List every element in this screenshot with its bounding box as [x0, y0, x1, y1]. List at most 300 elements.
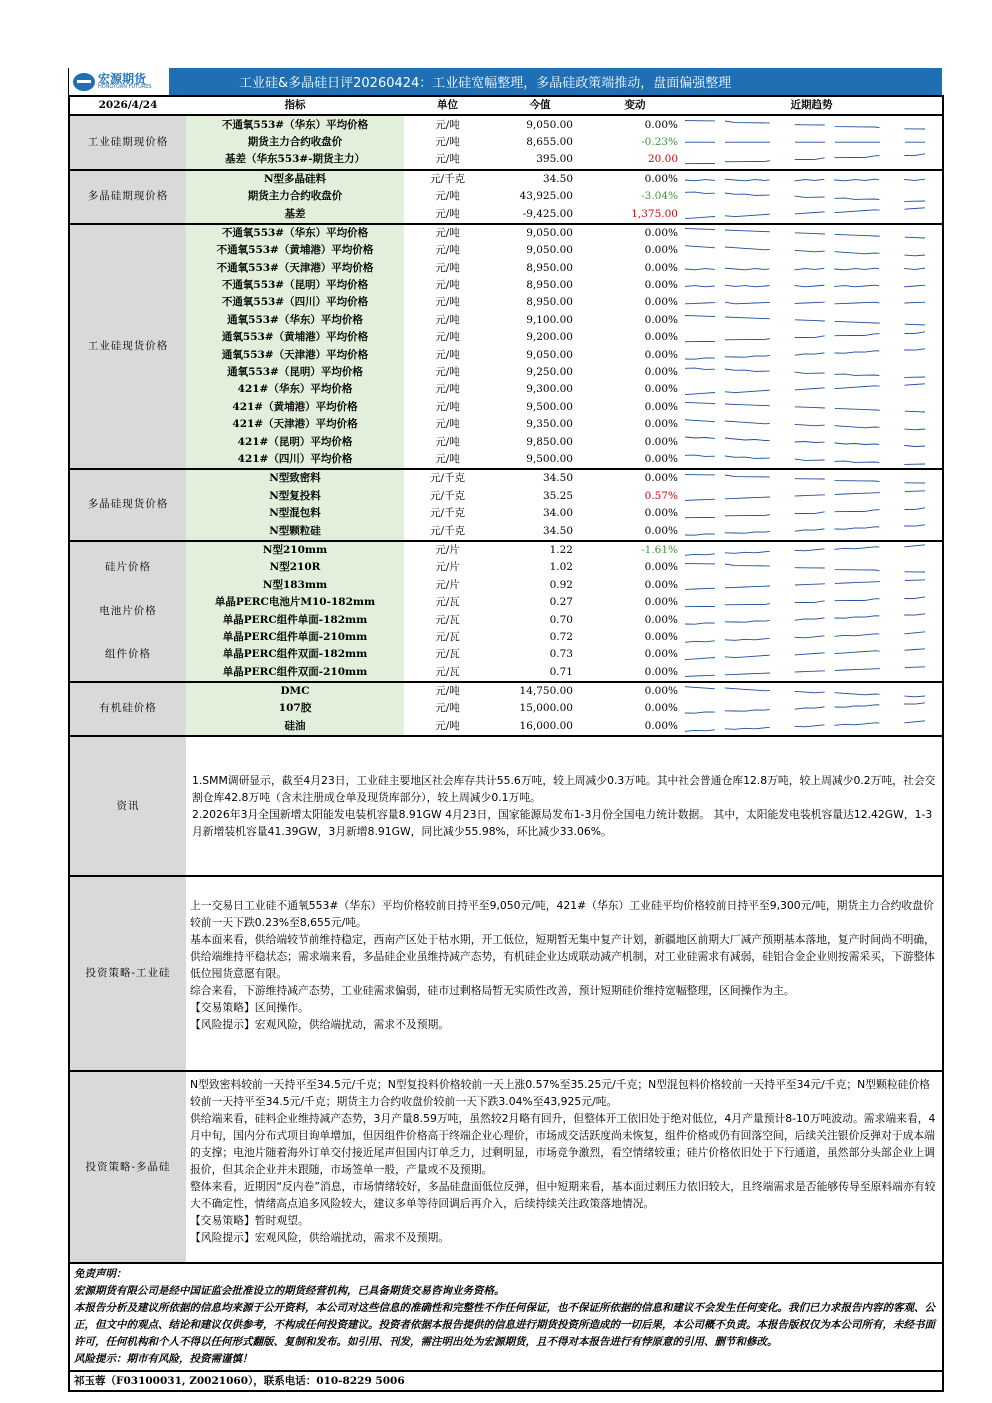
sparkline-line	[685, 402, 925, 412]
change-value: 0.00%	[644, 596, 678, 609]
unit: 元/千克	[429, 524, 466, 537]
indicator-name: 不通氧553#（昆明）平均价格	[186, 277, 404, 294]
unit: 元/吨	[435, 383, 460, 396]
strategy-si-section	[69, 876, 943, 1071]
strategy-si-p3: 综合来看，下游维持减产态势，工业硅需求偏弱，硅市过剩格局暂无实质性改善，预计短期硅价维持宽幅整理，区间操作为主。	[190, 984, 795, 998]
indicator-name: 不通氧553#（华东）平均价格	[186, 224, 404, 242]
trend-sparkline	[681, 718, 943, 735]
sparkline-chart	[681, 451, 943, 468]
trend-sparkline	[681, 611, 943, 628]
unit: 元/吨	[435, 207, 460, 220]
trend-sparkline	[681, 346, 943, 363]
indicator-name: 不通氧553#（天津港）平均价格	[186, 260, 404, 277]
current-value: 34.50	[491, 469, 589, 487]
current-value: 9,300.00	[526, 383, 573, 396]
price-row	[69, 416, 943, 433]
sparkline-line	[685, 208, 925, 219]
unit: 元/千克	[404, 469, 491, 487]
indicator-name: 基差	[186, 205, 404, 223]
unit: 元/瓦	[435, 648, 460, 661]
sparkline-chart	[681, 594, 943, 611]
sparkline-line	[685, 368, 925, 377]
price-row	[69, 134, 943, 151]
price-row	[69, 505, 943, 522]
strategy-si-p1: 上一交易日工业硅不通氧553#（华东）平均价格较前日持平至9,050元/吨，421#（华东）工业硅平均价格较前日持平至9,300元/吨，期货主力合约收盘价较前一天下跌0.23%至8,655元/吨。	[190, 899, 934, 930]
unit: 元/片	[435, 578, 460, 591]
price-row	[69, 451, 943, 469]
price-row	[69, 682, 943, 700]
current-value: 1.02	[549, 561, 573, 574]
indicator-name: 421#（天津港）平均价格	[186, 416, 404, 433]
indicator-name: 单晶PERC电池片M10-182mm	[186, 594, 404, 611]
trend-sparkline	[681, 205, 943, 223]
change-value: 0.00%	[644, 719, 678, 732]
price-table	[68, 95, 944, 735]
news-body	[186, 736, 943, 876]
category-label: 工业硅期现价格	[69, 115, 186, 169]
change-value: 0.00%	[644, 630, 678, 643]
change-value: 0.00%	[644, 578, 678, 591]
disclaimer-qualification: 宏源期货有限公司是经中国证监会批准设立的期货经营机构，已具备期货交易咨询业务资格。	[74, 1285, 505, 1298]
unit: 元/吨	[435, 348, 460, 361]
change-value: 0.00%	[644, 418, 678, 431]
category-label: 多晶硅现货价格	[69, 469, 186, 541]
indicator-name: 通氧553#（昆明）平均价格	[186, 364, 404, 381]
unit: 元/吨	[435, 702, 460, 715]
sparkline-chart	[681, 294, 943, 311]
trend-sparkline	[681, 115, 943, 133]
trend-sparkline	[681, 559, 943, 576]
price-row	[69, 488, 943, 505]
sparkline-line	[685, 268, 925, 270]
current-value: 0.70	[549, 613, 573, 626]
news-item-2: 2.2026年3月全国新增太阳能发电装机容量8.91GW 4月23日，国家能源局发布1-3月份全国电力统计数据。 其中，太阳能发电装机容量达12.42GW，1-3月新增装机容量41.39GW，3月新增8.91GW，同比减少55.98%，环比减少33.06%。	[192, 808, 933, 839]
unit: 元/吨	[404, 682, 491, 700]
sparkline-chart	[681, 399, 943, 416]
change-value: 0.00%	[644, 702, 678, 715]
current-value: 8,950.00	[526, 261, 573, 274]
sparkline-line	[685, 687, 925, 697]
indicator-name: N型多晶硅料	[186, 170, 404, 188]
indicator-name: N型混包料	[186, 505, 404, 522]
strategy-poly-p1: N型致密料较前一天持平至34.5元/千克；N型复投料价格较前一天上涨0.57%至35.25元/千克；N型混包料价格较前一天持平至34元/千克；N型颗粒硅价格较前一天持平至34.5元/千克；期货主力合约收盘价较前一天下跌3.04%至43,925元/吨。	[190, 1078, 931, 1109]
category-label: 工业硅现货价格	[69, 224, 186, 469]
unit: 元/吨	[435, 435, 460, 448]
trend-sparkline	[681, 577, 943, 594]
trend-sparkline	[681, 522, 943, 540]
sparkline-line	[685, 332, 925, 342]
sparkline-line	[685, 384, 925, 395]
sparkline-chart	[681, 242, 943, 259]
indicator-name: 基差（华东553#-期货主力）	[186, 151, 404, 169]
sparkline-chart	[681, 188, 943, 205]
unit: 元/片	[404, 541, 491, 559]
change-value: 0.00%	[589, 224, 681, 242]
sparkline-line	[685, 228, 925, 238]
indicator-name: 期货主力合约收盘价	[186, 134, 404, 151]
trend-sparkline	[681, 594, 943, 611]
change-value: 0.57%	[644, 489, 678, 502]
unit: 元/吨	[404, 224, 491, 242]
change-value: 0.00%	[644, 453, 678, 465]
sparkline-line	[685, 302, 925, 304]
trend-sparkline	[681, 646, 943, 663]
price-row	[69, 224, 943, 242]
sparkline-chart	[681, 683, 943, 700]
sparkline-line	[685, 614, 925, 624]
col-trend: 近期趋势	[681, 96, 943, 115]
unit: 元/吨	[435, 719, 460, 732]
current-value: 395.00	[536, 153, 573, 166]
strategy-poly-label: 投资策略-多晶硅	[69, 1071, 186, 1263]
current-value: 9,350.00	[526, 418, 573, 431]
current-value: 9,850.00	[526, 435, 573, 448]
change-value: 0.00%	[644, 244, 678, 257]
disclaimer-section	[69, 1263, 943, 1371]
unit: 元/吨	[435, 453, 460, 465]
change-value: 0.00%	[644, 524, 678, 537]
indicator-name: N型183mm	[186, 577, 404, 594]
price-row	[69, 559, 943, 576]
change-value: 0.00%	[644, 366, 678, 379]
indicator-name: N型210R	[186, 559, 404, 576]
trend-sparkline	[681, 433, 943, 450]
unit: 元/吨	[404, 115, 491, 133]
current-value: 0.73	[549, 648, 573, 661]
sparkline-chart	[681, 364, 943, 381]
unit: 元/瓦	[435, 630, 460, 643]
sparkline-chart	[681, 381, 943, 398]
current-value: 9,100.00	[526, 313, 573, 326]
unit: 元/吨	[435, 313, 460, 326]
unit: 元/吨	[435, 135, 460, 148]
report-page	[68, 68, 942, 1392]
logo-name-cn: 宏源期货	[98, 72, 147, 86]
unit: 元/吨	[435, 244, 460, 257]
price-row	[69, 151, 943, 169]
unit: 元/吨	[435, 279, 460, 292]
price-row	[69, 718, 943, 735]
change-value: 0.00%	[644, 613, 678, 626]
change-value: 0.00%	[644, 313, 678, 326]
indicator-name: 期货主力合约收盘价	[186, 188, 404, 205]
news-label: 资讯	[69, 736, 186, 876]
current-value: 34.50	[491, 170, 589, 188]
change-value: 0.00%	[644, 435, 678, 448]
change-value: 0.00%	[644, 331, 678, 344]
current-value: 8,950.00	[526, 279, 573, 292]
sparkline-line	[685, 649, 925, 660]
price-row	[69, 611, 943, 628]
price-row	[69, 170, 943, 188]
trend-sparkline	[681, 260, 943, 277]
unit: 元/吨	[435, 418, 460, 431]
indicator-name: 单晶PERC组件双面-210mm	[186, 664, 404, 682]
sparkline-chart	[681, 505, 943, 522]
trend-sparkline	[681, 700, 943, 717]
sparkline-chart	[681, 629, 943, 646]
indicator-name: 硅油	[186, 718, 404, 735]
price-row	[69, 646, 943, 663]
price-row	[69, 115, 943, 133]
sparkline-line	[685, 666, 925, 676]
column-header-row	[69, 96, 943, 115]
change-value: 0.00%	[589, 469, 681, 487]
sparkline-chart	[681, 329, 943, 346]
unit: 元/吨	[435, 261, 460, 274]
report-date: 2026/4/24	[69, 96, 186, 115]
indicator-name: 不通氧553#（四川）平均价格	[186, 294, 404, 311]
current-value: 8,655.00	[526, 135, 573, 148]
current-value: 9,200.00	[526, 331, 573, 344]
sparkline-chart	[681, 171, 943, 188]
strategy-poly-p2: 供给端来看，硅料企业维持减产态势，3月产量8.59万吨，虽然较2月略有回升，但整体开工依旧处于绝对低位，4月产量预计8-10万吨波动。需求端来看，4月中旬，国内分布式项目询单增加，但因组件价格高于终端企业心理价，市场成交活跃度尚未恢复，组件价格或仍有回落空间，后续关注银价反弹对于成本端的支撑；电池片随着海外订单交付接近尾声但国内订单乏力，过剩明显，市场竞争激烈，看空情绪较重；硅片价格依旧处于下行通道，虽然部分头部企业上调报价，但其余企业并未跟随，市场签单一般，产量或不及预期。	[190, 1112, 936, 1177]
trend-sparkline	[681, 381, 943, 398]
change-value: 0.00%	[589, 115, 681, 133]
current-value: 34.50	[542, 524, 573, 537]
unit: 元/吨	[435, 153, 460, 166]
sparkline-line	[685, 349, 925, 359]
col-value: 今值	[491, 96, 589, 115]
sparkline-chart	[681, 225, 943, 242]
indicator-name: 通氧553#（黄埔港）平均价格	[186, 329, 404, 346]
sparkline-line	[685, 437, 925, 447]
current-value: 35.25	[542, 489, 573, 502]
trend-sparkline	[681, 224, 943, 242]
change-value: 0.00%	[644, 665, 678, 678]
current-value: 9,500.00	[526, 400, 573, 413]
sparkline-line	[685, 420, 925, 430]
price-row	[69, 364, 943, 381]
trend-sparkline	[681, 170, 943, 188]
sparkline-chart	[681, 611, 943, 628]
price-row	[69, 664, 943, 682]
trend-sparkline	[681, 416, 943, 433]
disclaimer-risk: 风险提示：期市有风险，投资需谨慎！	[74, 1353, 253, 1366]
change-value: 20.00	[647, 153, 678, 166]
indicator-name: 不通氧553#（华东）平均价格	[186, 115, 404, 133]
indicator-name: DMC	[186, 682, 404, 700]
change-value: 0.00%	[644, 279, 678, 292]
unit: 元/吨	[435, 366, 460, 379]
change-value: 1,375.00	[631, 207, 678, 220]
indicator-name: N型复投料	[186, 488, 404, 505]
current-value: 0.71	[549, 665, 573, 678]
sparkline-chart	[681, 488, 943, 505]
trend-sparkline	[681, 451, 943, 469]
sparkline-line	[685, 545, 925, 556]
strategy-poly-p5: 【风险提示】宏观风险，供给端扰动，需求不及预期。	[190, 1231, 450, 1245]
sparkline-line	[685, 285, 925, 287]
trend-sparkline	[681, 664, 943, 682]
price-row	[69, 522, 943, 540]
disclaimer-body: 本报告分析及建议所依据的信息均来源于公开资料，本公司对这些信息的准确性和完整性不作任何保证，也不保证所依据的信息和建议不会发生任何变化。我们已力求报告内容的客观、公正，但文中的观点、结论和建议仅供参考，不构成任何投资建议。投资者依据本报告提供的信息进行期货投资所造成的一切后果，本公司概不负责。本报告版权仅为本公司所有，未经书面许可，任何机构和个人不得以任何形式翻版、复制和发布。如引用、刊发，需注明出处为宏源期货，且不得对本报告进行有悖原意的引用、删节和修改。	[74, 1302, 935, 1349]
indicator-name: 单晶PERC组件单面-210mm	[186, 629, 404, 646]
indicator-name: N型210mm	[186, 541, 404, 559]
current-value: 9,050.00	[526, 348, 573, 361]
sparkline-line	[685, 154, 925, 164]
sparkline-line	[685, 508, 925, 518]
trend-sparkline	[681, 629, 943, 646]
price-row	[69, 260, 943, 277]
sparkline-line	[685, 179, 925, 181]
trend-sparkline	[681, 541, 943, 559]
sparkline-chart	[681, 416, 943, 433]
report-header	[68, 68, 942, 95]
category-label: 电池片价格	[69, 594, 186, 629]
sparkline-line	[685, 490, 925, 500]
price-row	[69, 346, 943, 363]
change-value: 0.00%	[644, 296, 678, 309]
sparkline-line	[685, 192, 925, 201]
sparkline-chart	[681, 205, 943, 222]
sparkline-chart	[681, 522, 943, 539]
sparkline-chart	[681, 664, 943, 681]
indicator-name: 不通氧553#（黄埔港）平均价格	[186, 242, 404, 259]
price-row	[69, 629, 943, 646]
col-change: 变动	[589, 96, 681, 115]
sparkline-line	[685, 632, 925, 643]
indicator-name: 421#（四川）平均价格	[186, 451, 404, 469]
change-value: -0.23%	[641, 135, 678, 148]
indicator-name: 通氧553#（天津港）平均价格	[186, 346, 404, 363]
indicator-name: 单晶PERC组件单面-182mm	[186, 611, 404, 628]
trend-sparkline	[681, 151, 943, 169]
indicator-name: 421#（华东）平均价格	[186, 381, 404, 398]
trend-sparkline	[681, 399, 943, 416]
price-row	[69, 188, 943, 205]
analyst-contact: 祁玉蓉（F03100031, Z0021060），联系电话：010-8229 5006	[69, 1371, 943, 1391]
trend-sparkline	[681, 277, 943, 294]
unit: 元/吨	[435, 190, 460, 203]
sparkline-chart	[681, 559, 943, 576]
indicator-name: 通氧553#（华东）平均价格	[186, 312, 404, 329]
commentary-table	[68, 735, 944, 1392]
price-row	[69, 205, 943, 223]
price-row	[69, 294, 943, 311]
indicator-name: N型颗粒硅	[186, 522, 404, 540]
price-row	[69, 381, 943, 398]
sparkline-chart	[681, 151, 943, 168]
price-row	[69, 329, 943, 346]
price-row	[69, 433, 943, 450]
change-value: 0.00%	[644, 507, 678, 520]
sparkline-chart	[681, 718, 943, 735]
unit: 元/千克	[404, 170, 491, 188]
price-row	[69, 541, 943, 559]
change-value: 0.00%	[644, 400, 678, 413]
sparkline-line	[685, 525, 925, 535]
contact-row	[69, 1371, 943, 1391]
strategy-si-p2: 基本面来看，供给端较节前维持稳定，西南产区处于枯水期，开工低位，短期暂无集中复产计划，新疆地区前期大厂减产预期基本落地，复产时间尚不明确，供给端维持平稳状态；需求端来看，多晶硅企业虽维持减产态势，有机硅企业达成联动减产机制，对工业硅需求有减弱，硅铝合金企业则按需采买，下游整体低位囤货意愿有限。	[190, 933, 935, 981]
sparkline-chart	[681, 312, 943, 329]
current-value: 0.72	[549, 630, 573, 643]
current-value: 8,950.00	[526, 296, 573, 309]
sparkline-chart	[681, 277, 943, 294]
change-value: 0.00%	[589, 170, 681, 188]
indicator-name: 单晶PERC组件双面-182mm	[186, 646, 404, 663]
category-label: 组件价格	[69, 629, 186, 682]
price-row	[69, 277, 943, 294]
change-value: -3.04%	[641, 190, 678, 203]
category-label: 硅片价格	[69, 541, 186, 594]
sparkline-chart	[681, 433, 943, 450]
indicator-name: 421#（黄埔港）平均价格	[186, 399, 404, 416]
strategy-si-body	[186, 876, 943, 1071]
sparkline-chart	[681, 260, 943, 277]
sparkline-line	[685, 246, 925, 256]
change-value: 0.00%	[644, 561, 678, 574]
col-indicator: 指标	[186, 96, 404, 115]
current-value: 9,050.00	[491, 224, 589, 242]
change-value: 0.00%	[644, 348, 678, 361]
current-value: 43,925.00	[519, 190, 573, 203]
report-title: 工业硅&多晶硅日评20260424：工业硅宽幅整理，多晶硅政策端推动，盘面偏强整理	[169, 68, 942, 95]
strategy-si-label: 投资策略-工业硅	[69, 876, 186, 1071]
indicator-name: N型致密料	[186, 469, 404, 487]
price-row	[69, 312, 943, 329]
change-value: 0.00%	[644, 648, 678, 661]
sparkline-line	[685, 455, 925, 464]
unit: 元/千克	[429, 507, 466, 520]
current-value: 14,750.00	[491, 682, 589, 700]
sparkline-line	[685, 703, 925, 713]
unit: 元/片	[435, 561, 460, 574]
sparkline-line	[685, 121, 925, 129]
current-value: 9,050.00	[491, 115, 589, 133]
category-label: 有机硅价格	[69, 682, 186, 735]
sparkline-chart	[681, 646, 943, 663]
current-value: 0.27	[549, 596, 573, 609]
trend-sparkline	[681, 682, 943, 700]
indicator-name: 421#（昆明）平均价格	[186, 433, 404, 450]
sparkline-chart	[681, 470, 943, 487]
strategy-si-p5: 【风险提示】宏观风险，供给端扰动，需求不及预期。	[190, 1018, 450, 1032]
company-logo	[68, 68, 169, 95]
change-value: 0.00%	[589, 682, 681, 700]
price-row	[69, 594, 943, 611]
strategy-poly-p3: 整体来看，近期因“反内卷”消息，市场情绪较好，多晶硅盘面低位反弹，但中短期来看，基本面过剩压力依旧较大，且终端需求是否能够传导至原料端亦有较大不确定性，情绪高点追多风险较大，建议多单等待回调后再介入，后续持续关注政策落地情况。	[190, 1180, 936, 1211]
sparkline-chart	[681, 116, 943, 133]
current-value: 0.92	[549, 578, 573, 591]
sparkline-line	[685, 315, 925, 325]
indicator-name: 107胶	[186, 700, 404, 717]
current-value: 1.22	[491, 541, 589, 559]
sparkline-chart	[681, 346, 943, 363]
trend-sparkline	[681, 134, 943, 151]
strategy-poly-p4: 【交易策略】暂时观望。	[190, 1214, 309, 1228]
news-section	[69, 736, 943, 876]
change-value: 0.00%	[644, 383, 678, 396]
trend-sparkline	[681, 188, 943, 205]
price-row	[69, 399, 943, 416]
sparkline-line	[685, 720, 925, 731]
logo-mark-icon	[73, 73, 95, 91]
unit: 元/吨	[435, 296, 460, 309]
unit: 元/吨	[435, 331, 460, 344]
price-row	[69, 700, 943, 717]
trend-sparkline	[681, 364, 943, 381]
unit: 元/吨	[435, 400, 460, 413]
sparkline-line	[685, 597, 925, 607]
unit: 元/千克	[429, 489, 466, 502]
logo-name-en: HONGYUAN FUTURES	[98, 84, 152, 90]
sparkline-line	[685, 475, 925, 483]
strategy-poly-section	[69, 1071, 943, 1263]
current-value: 9,250.00	[526, 366, 573, 379]
change-value: 0.00%	[644, 261, 678, 274]
sparkline-chart	[681, 700, 943, 717]
